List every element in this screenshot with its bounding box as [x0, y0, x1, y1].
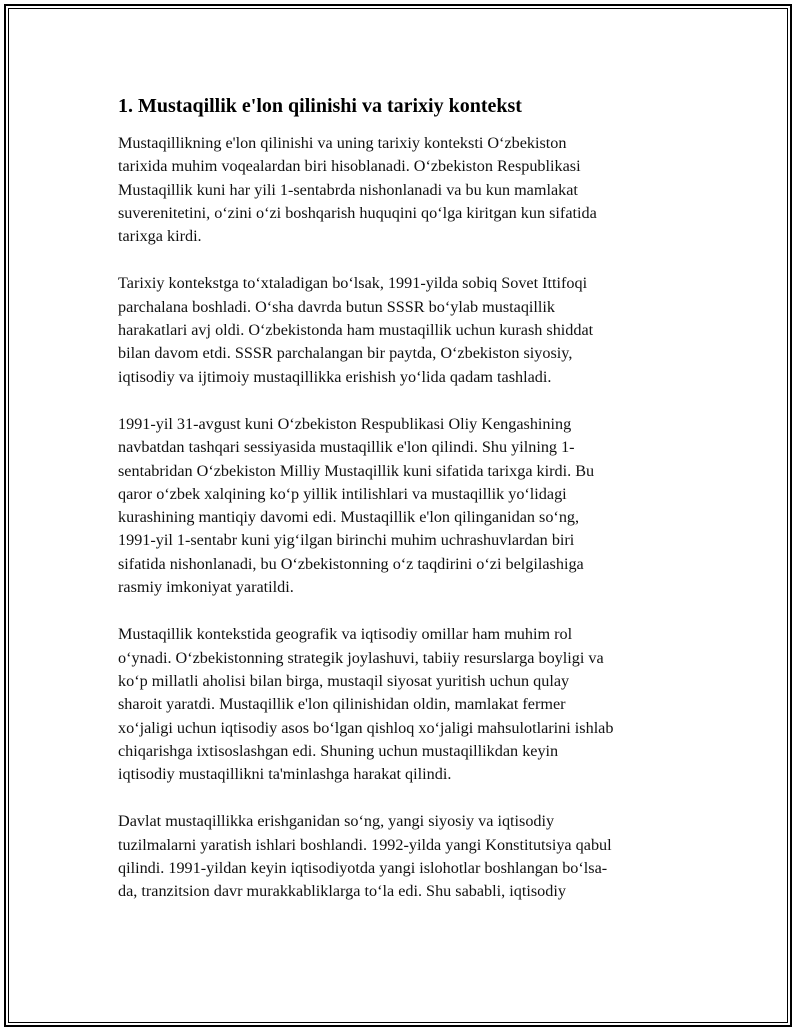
paragraph-3: 1991-yil 31-avgust kuni O‘zbekiston Respublikasi Oliy Kengashining navbatdan tashqari sessiyasida mustaqillik e'lon qilindi. Shu yilning 1- sentabridan O‘zbekiston Milliy Mustaqillik kuni sifatida tarixga kirdi. Bu qaror o‘zbek xalqining ko‘p yillik intilishlari va mustaqillik yo‘lidagi kurashining mantiqiy davomi edi. Mustaqillik e'lon qilinganidan so‘ng, 1991-yil 1-sentabr kuni yig‘ilgan birinchi muhim uchrashuvlardan biri sifatida nishonlanadi, bu O‘zbekistonning o‘z taqdirini o‘zi belgilashiga rasmiy imkoniyat yaratildi. [118, 414, 595, 597]
paragraph-1: Mustaqillikning e'lon qilinishi va uning tarixiy konteksti O‘zbekiston tarixida muhim voqealardan biri hisoblanadi. O‘zbekiston Respublikasi Mustaqillik kuni har yili 1-sentabrda nishonlanadi va bu kun mamlakat suverenitetini, o‘zini o‘zi boshqarish huquqini qo‘lga kiritgan kun sifatida tarixga kirdi. [118, 134, 597, 246]
section-heading: 1. Mustaqillik e'lon qilinishi va tarixiy kontekst [118, 95, 522, 117]
document-body [118, 94, 690, 928]
paragraph-4: Mustaqillik kontekstida geografik va iqtisodiy omillar ham muhim rol o‘ynadi. O‘zbekistonning strategik joylashuvi, tabiiy resurslarga boyligi va ko‘p millatli aholisi bilan birga, mustaqil siyosat yuritish uchun qulay sharoit yaratdi. Mustaqillik e'lon qilinishidan oldin, mamlakat fermer xo‘jaligi uchun iqtisodiy asos bo‘lgan qishloq xo‘jaligi mahsulotlarini ishlab chiqarishga ixtisoslashgan edi. Shuning uchun mustaqillikdan keyin iqtisodiy mustaqillikni ta'minlashga harakat qilindi. [118, 625, 614, 784]
paragraph-2: Tarixiy kontekstga to‘xtaladigan bo‘lsak, 1991-yilda sobiq Sovet Ittifoqi parchalana boshladi. O‘sha davrda butun SSSR bo‘ylab mustaqillik harakatlari avj oldi. O‘zbekistonda ham mustaqillik uchun kurash shiddat bilan davom etdi. SSSR parchalangan bir paytda, O‘zbekiston siyosiy, iqtisodiy va ijtimoiy mustaqillikka erishish yo‘lida qadam tashladi. [118, 274, 594, 386]
paragraph-5: Davlat mustaqillikka erishganidan so‘ng, yangi siyosiy va iqtisodiy tuzilmalarni yaratish ishlari boshlandi. 1992-yilda yangi Konstitutsiya qabul qilindi. 1991-yildan keyin iqtisodiyotda yangi islohotlar boshlangan bo‘lsa- da, tranzitsion davr murakkabliklarga to‘la edi. Shu sababli, iqtisodiy [118, 812, 612, 901]
